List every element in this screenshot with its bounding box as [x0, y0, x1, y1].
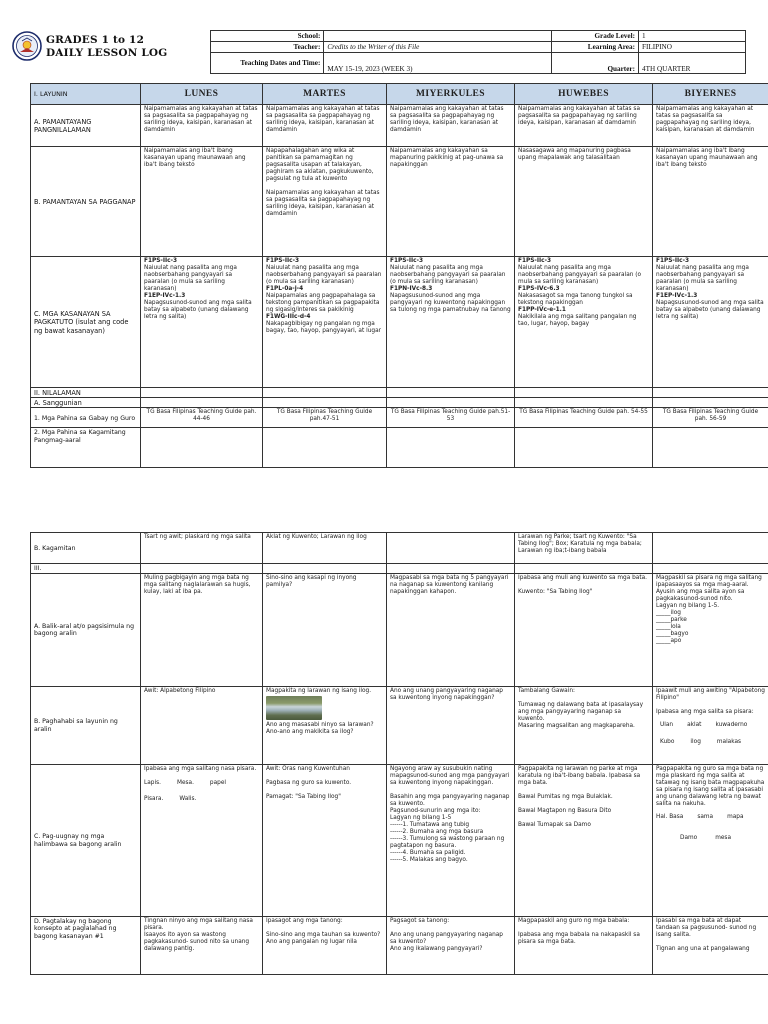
row-label: A. Sanggunian [31, 398, 141, 408]
word: Hal. Basa [656, 813, 684, 820]
section-layunin: I. LAYUNIN [31, 84, 141, 105]
cell-miyerkules: Naipamamalas ang kakayahan sa mapanuring pakikinig at pag-unawa sa napakinggan [387, 147, 515, 257]
blank-item: _____bagyo [656, 630, 689, 637]
blank-item: _____parke [656, 616, 687, 623]
cell-huwebes [515, 257, 653, 388]
cell-lunes: Naipamamalas ang iba't ibang kasanayan upang maunawaan ang iba't ibang teksto [141, 147, 263, 257]
row-mga-kasanayan [31, 257, 768, 388]
cell-biyernes: Naipamamalas ang iba't ibang kasanayan upang maunawaan ang iba't ibang teksto [653, 147, 768, 257]
word: Pisara. [144, 795, 164, 802]
school-value [324, 31, 552, 42]
day-header-lunes: LUNES [141, 84, 263, 105]
teaching-dates-value: MAY 15-19, 2023 (WEEK 3) [324, 53, 552, 74]
word: mesa [715, 834, 732, 841]
cell-martes: Ipasagot ang mga tanong: Sino-sino ang mga tauhan sa kuwento? Ano ang pangalan ng lugar nila [263, 916, 387, 974]
grade-level-label: Grade Level: [552, 31, 639, 42]
cell-martes: Naipamamalas ang kakayahan at tatas sa pagsasalita sa pagpapahayag ng sariling ideya, kaisipan, karanasan at damdamin [263, 105, 387, 147]
word: Ulan [660, 721, 674, 728]
school-label: School: [211, 31, 324, 42]
row-iii [31, 564, 768, 574]
word: papel [209, 779, 227, 786]
cell-martes [263, 257, 387, 388]
competency-code: F1PS-IIc-3 [518, 258, 552, 264]
competency-text: Naiuulat nang pasalita ang mga naobserbahang pangyayari sa paaralan (o mula sa sariling karanasan) [390, 265, 506, 285]
row-nilalaman [31, 388, 768, 398]
quarter-value: 4TH QUARTER [638, 53, 745, 74]
instruction-text: Ipaawit muli ang awiting "Alpabetong Filipino" Ipabasa ang mga salita sa pisara: [656, 687, 765, 715]
competency-text: Napagsusunod-sunod ang mga pangyayari ng kuwentong napakinggan sa tulong ng mga pamatnubay na tanong [390, 293, 511, 313]
header-info-table [210, 30, 768, 74]
competency-text: Naiuulat nang pasalita ang mga naobserbahang pangyayari sa paaralan (o mula sa sariling karanasan) [518, 265, 642, 285]
competency-text: Nakikilala ang mga salitang pangalan ng tao, lugar, hayop, bagay [518, 314, 637, 327]
word-row [144, 796, 259, 803]
competency-text: Nakasasagot sa mga tanong tungkol sa tekstong napakinggan [518, 293, 633, 306]
word: Kubo [660, 738, 675, 745]
deped-seal-icon [12, 31, 42, 61]
cell-martes [263, 686, 387, 764]
teacher-value: Credits to the Writer of this File [324, 42, 552, 53]
blank-item: _____apo [656, 637, 682, 644]
day-header-martes: MARTES [263, 84, 387, 105]
word-row [656, 814, 765, 821]
word: malakas [716, 738, 742, 745]
competency-text: Naipapamalas ang pagpapahalaga sa tekstong pampanitikan sa pagpapakita ng sigasig/interes sa pakikinig [266, 293, 380, 313]
competency-code: F1EP-IVc-1.3 [144, 293, 186, 299]
dll-header [12, 30, 768, 74]
word-row [144, 780, 259, 787]
row-pamantayan-sa-pagganap [31, 147, 768, 257]
instruction-text: Magpakita ng larawan ng isang ilog. [266, 687, 372, 694]
competency-code: F1PP-IVc-e-1.1 [518, 307, 566, 313]
competency-code: F1PL-0a-j-4 [266, 286, 304, 292]
word-row [656, 722, 765, 729]
cell-miyerkules: Ano ang unang pangyayaring naganap sa kuwentong inyong napakinggan? [387, 686, 515, 764]
row-balik-aral [31, 573, 768, 686]
word: Mesa. [176, 779, 194, 786]
instruction-text: Ngayong araw ay susubukin nating mapagsunod-sunod ang mga pangyayari sa kuwentong inyong napakinggan. Basahin ang mga pangyayaring naganap sa kuwento. Pagsunod-sunurin ang mga ito: Lagyan ng bilang 1-5 [390, 765, 510, 821]
word: mapa [727, 813, 744, 820]
row-label: A. PAMANTAYANG PANGNILALAMAN [31, 105, 141, 147]
cell-lunes: Tingnan ninyo ang mga salitang nasa pisara. Isaayos ito ayon sa wastong pagkakasunod- sunod nito sa unang dalawang pantig. [141, 916, 263, 974]
cell-martes: Aklat ng Kuwento; Larawan ng ilog [263, 533, 387, 564]
cell-huwebes: Tambalang Gawain: Tumawag ng dalawang bata at ipasalaysay ang mga pangyayaring naganap sa kuwento. Masaring magsalitan ang magkapareha. [515, 686, 653, 764]
cell-miyerkules [387, 257, 515, 388]
cell-miyerkules [387, 533, 515, 564]
word: aklat [687, 721, 702, 728]
cell-martes: Awit: Oras nang Kuwentuhan Pagbasa ng guro sa kuwento. Pamagat: "Sa Tabing Ilog" [263, 764, 387, 916]
cell-lunes: Awit: Alpabetong Filipino [141, 686, 263, 764]
row-label: B. PAMANTAYAN SA PAGGANAP [31, 147, 141, 257]
cell-miyerkules: Magpasabi sa mga bata ng 5 pangyayari na naganap sa kuwentong kanilang napakinggan kahapon. [387, 573, 515, 686]
cell-lunes: Tsart ng awit; plaskard ng mga salita [141, 533, 263, 564]
cell-lunes [141, 257, 263, 388]
competency-text: Nakapagbibigay ng pangalan ng mga bagay, tao, hayop, pangyayari, at lugar [266, 321, 382, 334]
row-label: B. Kagamitan [31, 533, 141, 564]
competency-text: Naiuulat nang pasalita ang mga naobserbahang pangyayari sa paaralan (o mula sa sariling karanasan) [266, 265, 382, 285]
sequence-item: ------1. Tumatawa ang tubig [390, 821, 470, 828]
instruction-text: Magpaskil sa pisara ng mga salitang ipapasaayos sa mga mag-aaral. Ayusin ang mga salita ayon sa pagkakasunod-sunod nito. Lagyan ng bilang 1-5. [656, 574, 762, 609]
word: sama [697, 813, 714, 820]
cell-lunes [141, 764, 263, 916]
lesson-table-procedures [30, 532, 768, 975]
row-pag-uugnay [31, 764, 768, 916]
instruction-text: Pagpapakita ng guro sa mga bata ng mga plaskard ng mga salita at tatawag ng isang bata magpapakuha sa pisara ng isang salita at ipasasabi ang unang dalawang letra ng bawat salita na nakuha. [656, 765, 765, 807]
row-label: B. Paghahabi sa layunin ng aralin [31, 686, 141, 764]
cell-martes: Napapahalagahan ang wika at panitikan sa pamamagitan ng pagsasalita usapan at talakayan, paghiram sa aklatan, pagkukuwento, pagsulat ng tula at kuwento Naipamamalas ang kakayahan at tatas sa pagsasalita sa pagpapahayag ng sariling ideya, kaisipan, karanasan at damdamin [263, 147, 387, 257]
competency-text: Naiuulat nang pasalita ang mga naobserbahang pangyayari sa paaralan (o mula sa sariling karanasan) [656, 265, 749, 292]
sequence-item: ------2. Bumaha ang mga basura [390, 828, 484, 835]
cell-biyernes [653, 573, 768, 686]
competency-code: F1PS-IVc-6.3 [518, 286, 560, 292]
cell-miyerkules: Naipamamalas ang kakayahan at tatas sa pagsasalita sa pagpapahayag ng sariling ideya, kaisipan, karanasan at damdamin [387, 105, 515, 147]
cell-biyernes: TG Basa Filipinas Teaching Guide pah. 56-59 [653, 408, 768, 428]
competency-code: F1PN-IVc-8.3 [390, 286, 433, 292]
day-header-miyerkules: MIYERKULES [387, 84, 515, 105]
question-text: Ano ang masasabi ninyo sa larawan? Ano-ano ang makikita sa ilog? [266, 721, 374, 735]
blank-item: _____lola [656, 623, 681, 630]
row-label: C. Pag-uugnay ng mga halimbawa sa bagong aralin [31, 764, 141, 916]
competency-text: Naiuulat nang pasalita ang mga naobserbahang pangyayari sa paaralan (o mula sa sariling karanasan) [144, 265, 237, 292]
learning-area-label: Learning Area: [552, 42, 639, 53]
cell-martes: TG Basa Filipinas Teaching Guide pah.47-51 [263, 408, 387, 428]
row-kagamitan [31, 533, 768, 564]
cell-martes: Sino-sino ang kasapi ng inyong pamilya? [263, 573, 387, 686]
row-label: 1. Mga Pahina sa Gabay ng Guro [31, 408, 141, 428]
sequence-item: ------5. Malakas ang bagyo. [390, 856, 468, 863]
row-gabay-ng-guro [31, 408, 768, 428]
row-label: D. Pagtalakay ng bagong konsepto at paglalahad ng bagong kasanayan #1 [31, 916, 141, 974]
day-header-biyernes: BIYERNES [653, 84, 768, 105]
row-sanggunian [31, 398, 768, 408]
cell-lunes: TG Basa Filipinas Teaching Guide pah. 44-46 [141, 408, 263, 428]
competency-text: Napagsusunod-sunod ang mga salita batay sa alpabeto (unang dalawang letra ng salita) [144, 300, 252, 320]
title-line-1: GRADES 1 to 12 [46, 34, 145, 46]
sequence-item: ------3. Tumulong sa wastong paraan ng pagtatapon ng basura. [390, 835, 505, 849]
cell-biyernes [653, 533, 768, 564]
teaching-dates-label: Teaching Dates and Time: [211, 53, 324, 74]
competency-code: F1PS-IIc-3 [144, 258, 178, 264]
cell-biyernes [653, 686, 768, 764]
lesson-table-objectives [30, 83, 768, 468]
cell-biyernes: Naipamamalas ang kakayahan at tatas sa pagsasalita sa pagpapahayag ng sariling ideya, kaisipan, karanasan at damdamin [653, 105, 768, 147]
instruction-text: Ipabasa ang mga salitang nasa pisara. [144, 765, 257, 772]
cell-huwebes: TG Basa Filipinas Teaching Guide pah. 54-55 [515, 408, 653, 428]
competency-code: F1PS-IIc-3 [656, 258, 690, 264]
competency-code: F1EP-IVc-1.3 [656, 293, 698, 299]
word-row [656, 739, 765, 746]
learning-area-value: FILIPINO [638, 42, 745, 53]
competency-text: Napagsusunod-sunod ang mga salita batay sa alpabeto (unang dalawang letra ng salita) [656, 300, 764, 320]
cell-miyerkules: TG Basa Filipinas Teaching Guide pah.51-53 [387, 408, 515, 428]
cell-biyernes [653, 257, 768, 388]
cell-biyernes [653, 764, 768, 916]
cell-huwebes: Magpapaskil ang guro ng mga babala: Ipabasa ang mga babala na nakapaskil sa pisara sa mga bata. [515, 916, 653, 974]
dll-title [46, 34, 167, 60]
blank-item: _____ilog [656, 609, 681, 616]
row-paghahabi [31, 686, 768, 764]
row-label: A. Balik-aral at/o pagsisimula ng bagong aralin [31, 573, 141, 686]
row-label: C. MGA KASANAYAN SA PAGKATUTO (isulat ang code ng bawat kasanayan) [31, 257, 141, 388]
word: Damo [680, 834, 698, 841]
word-row [656, 835, 765, 842]
row-pamantayang-pangnilalaman [31, 105, 768, 147]
river-photo [266, 696, 322, 720]
cell-biyernes: Ipasabi sa mga bata at dapat tandaan sa pagsusunod- sunod ng isang salita. Tignan ang una at pangalawang [653, 916, 768, 974]
quarter-label: Quarter: [552, 53, 639, 74]
cell-lunes: Naipamamalas ang kakayahan at tatas sa pagsasalita sa pagpapahayag ng sariling ideya, kaisipan, karanasan at damdamin [141, 105, 263, 147]
row-kagamitang-pangmag-aaral [31, 428, 768, 468]
word: Walis. [179, 795, 197, 802]
cell-huwebes: Ipabasa ang muli ang kuwento sa mga bata. Kuwento: "Sa Tabing Ilog" [515, 573, 653, 686]
grade-level-value: 1 [638, 31, 745, 42]
row-pagtalakay [31, 916, 768, 974]
cell-huwebes: Nasasagawa ang mapanuring pagbasa upang mapalawak ang talasalitaan [515, 147, 653, 257]
sequence-item: ------4. Bumaha sa paligid. [390, 849, 466, 856]
competency-code: F1PS-IIc-3 [390, 258, 424, 264]
title-line-2: DAILY LESSON LOG [46, 47, 168, 59]
row-label: II. NILALAMAN [31, 388, 141, 398]
row-label: III. [31, 564, 141, 574]
cell-huwebes: Naipamamalas ang kakayahan at tatas sa pagsasalita sa pagpapahayag ng sariling ideya, kaisipan, karanasan at damdamin [515, 105, 653, 147]
cell-lunes: Muling pagbigayin ang mga bata ng mga salitang naglalarawan sa hugis, kulay, laki at iba pa. [141, 573, 263, 686]
word: kuwaderno [715, 721, 748, 728]
cell-miyerkules [387, 764, 515, 916]
competency-code: F1WG-IIIc-d-4 [266, 314, 311, 320]
word: ilog [690, 738, 701, 745]
cell-huwebes: Pagpapakita ng larawan ng parke at mga karatula ng iba't-ibang babala. Ipabasa sa mga bata. Bawal Pumitas ng mga Bulaklak. Bawal Magtapon ng Basura Dito Bawal Tumapak sa Damo [515, 764, 653, 916]
word: Lapis. [144, 779, 161, 786]
day-header-huwebes: HUWEBES [515, 84, 653, 105]
competency-code: F1PS-IIc-3 [266, 258, 300, 264]
cell-huwebes: Larawan ng Parke; tsart ng Kuwento: "Sa Tabing Ilog"; Box; Karatula ng mga babala; Larawan ng iba;t-ibang babala [515, 533, 653, 564]
row-label: 2. Mga Pahina sa Kagamitang Pangmag-aaral [31, 428, 141, 468]
cell-miyerkules: Pagsagot sa tanong: Ano ang unang pangyayaring naganap sa kuwento? Ano ang ikalawang pangyayari? [387, 916, 515, 974]
teacher-label: Teacher: [211, 42, 324, 53]
